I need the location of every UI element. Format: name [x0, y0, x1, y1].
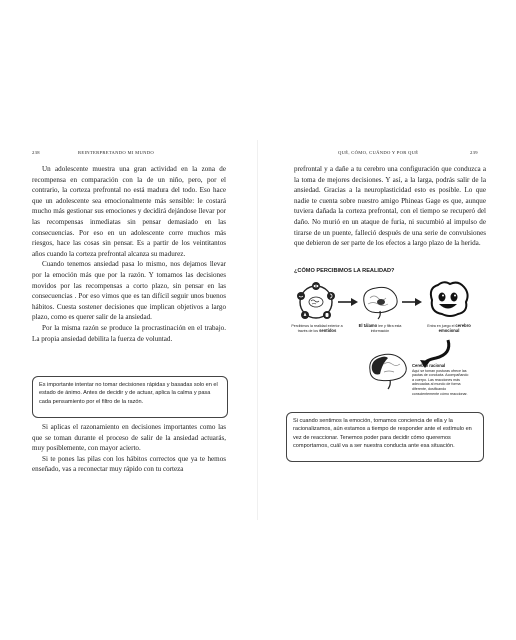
- paragraph: Si aplicas el razonamiento en decisiones importantes como las que se toman durante el proceso de salir de la ansiedad actuarás, muy posiblemente, con mayor acierto.: [32, 423, 226, 453]
- arrow-icon: [338, 298, 358, 306]
- nose-icon: [301, 311, 309, 319]
- emotional-brain-icon: [426, 280, 470, 320]
- caption-thalamus: El tálamo lee y filtra esta información: [358, 323, 402, 333]
- callout-text: Es importante intentar no tomar decisiones rápidas y basadas solo en el estado de ánimo. Antes de decidir y de actuar, aplica la calma y pasa cada pensamiento por el filtro de la razón.: [39, 382, 218, 405]
- body-text-bottom: [32, 422, 226, 475]
- thalamus-brain-icon: [360, 284, 400, 320]
- callout-box: [32, 376, 228, 418]
- mouth-icon: [297, 292, 305, 300]
- figure-title: ¿CÓMO PERCIBIMOS LA REALIDAD?: [294, 268, 395, 274]
- caption-rational: Cerebro racional Aquí se toman posturas ofrece las pautas de conducta. Acompañando a cuerpo. Las reacciones más adecuadas al mundo de forma diferente, dosificando conscientemente cómo reaccionar.: [412, 363, 469, 396]
- paragraph: Por la misma razón se produce la procrastinación en el trabajo. La propia ansiedad debilita la fuerza de voluntad.: [32, 323, 226, 343]
- brain-icon: [309, 297, 323, 307]
- running-title: REINTERPRETANDO MI MUNDO: [78, 150, 154, 155]
- hand-icon: [323, 311, 331, 319]
- page-number: 239: [470, 150, 478, 155]
- paragraph: prefrontal y a dañe a tu cerebro una configuración que conduzca a la toma de mejores decisiones. Y así, a la larga, podrás salir de la ansiedad. Gracias a la neuroplasticidad esto es posible. Lo que nadie te cuenta sobre nuestro amigo Phineas Gage es que, aunque tuviera dañada la corteza prefrontal, con el tiempo se recuperó del daño. No murió en un ataque de furia, ni sucumbió al impulso de tirarse de un puente, falleció después de una serie de convulsiones que debieron de ser parte de los efectos a largo plazo de la herida.: [294, 165, 486, 248]
- ear-icon: [327, 292, 335, 300]
- paragraph: Cuando tenemos ansiedad pasa lo mismo, nos dejamos llevar por la emoción más que por la razón. Y tomamos las decisiones movidos por las recompensas a corto plazo, sin pensar en las consecuencias . Por eso vimos que es tan difícil seguir unos buenos hábitos. Cuesta sostener decisiones que implican objetivos a largo plazo, como es querer salir de la ansiedad.: [32, 260, 226, 322]
- senses-diagram: [296, 282, 336, 322]
- arrow-icon: [402, 298, 422, 306]
- caption-emotional: Entra en juego el cerebro emocional: [427, 323, 471, 333]
- paragraph: Si te pones las pilas con los hábitos correctos que ya te hemos enseñado, vas a reconectar muy rápido con tu corteza: [32, 454, 226, 474]
- right-page: [258, 0, 516, 640]
- eye-icon: [312, 282, 320, 290]
- callout-box: [286, 412, 484, 462]
- caption-senses: Percibimos la realidad exterior a través de los sentidos: [291, 324, 343, 333]
- rational-brain-icon: [366, 350, 410, 390]
- running-title: QUÉ, CÓMO, CUÁNDO Y POR QUÉ: [338, 150, 419, 155]
- paragraph: Un adolescente muestra una gran actividad en la zona de recompensa en comparación con la de un niño, pero, por el contrario, la corteza prefrontal no está madura del todo. Eso hace que un adolescente sea emocionalmente más sensible: le costará mucho más gestionar sus emociones y decidirá dejándose llevar por las recompensas inmediatas sin pensar demasiado en las consecuencias. Por eso en un adolescente corre muchos más riesgos, hace las cosas sin pensar. Es a partir de los veintitantos años cuando la corteza prefrontal alcanza su madurez.: [32, 165, 226, 258]
- callout-text: Si cuando sentimos la emoción, tomamos conciencia de ella y la racionalizamos, aún estamos a tiempo de responder ante el estímulo en vez de reaccionar. Tenemos poder para decidir cómo queremos comportarnos, cuál va a ser nuestra conducta ante esa situación.: [293, 418, 472, 450]
- body-text-top: [32, 164, 226, 344]
- page-number: 238: [32, 150, 40, 155]
- body-text: [294, 164, 486, 249]
